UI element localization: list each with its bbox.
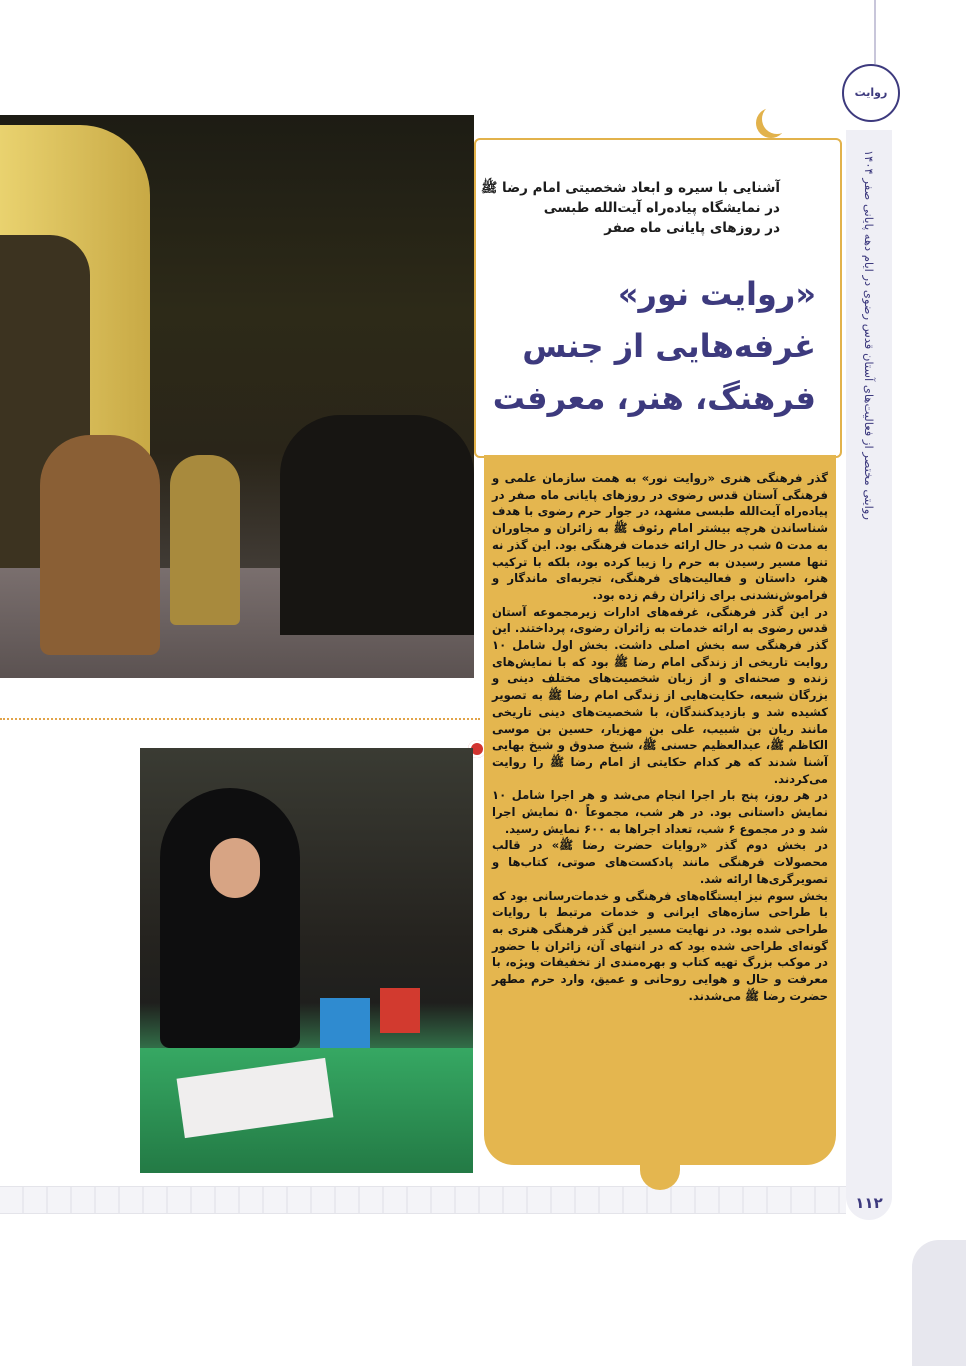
photo-pencil-cup-blue bbox=[320, 998, 370, 1048]
body-paragraph: در هر روز، پنج بار اجرا انجام می‌شد و هر اجرا شامل ۱۰ نمایش داستانی بود. در هر شب، مجموعاً ۵۰ نمایش اجرا شد و در مجموع ۶ شب، تعداد اجراها به ۶۰۰ نمایش رسید. bbox=[492, 788, 829, 836]
bottom-pattern-band bbox=[0, 1186, 846, 1214]
body-paragraph: در این گذر فرهنگی، غرفه‌های ادارات زیرمجموعه آستان قدس رضوی به ارائه خدمات به زائران رضوی، پرداختند. این گذر فرهنگی سه بخش اصلی داشت. بخش اول شامل ۱۰ روایت تاریخی از زندگی امام رضا ﷺ بود که با نمایش‌های زنده و صحنه‌ای و از زبان شخصیت‌های مختلف دینی و بزرگان شیعه، حکایت‌هایی از زندگی امام رضا ﷺ به تصویر کشیده شد و بازدیدکنندگان، با شخصیت‌های دینی تاریخی مانند ریان بن شبیب، علی بن مهزیار، حسین بن موسی الکاظم ﷺ، عبدالعظیم حسنی ﷺ، شیخ صدوق و شیخ بهایی آشنا شدند که هر کدام حکایتی از امام رضا ﷺ را روایت می‌کردند. bbox=[492, 604, 828, 786]
body-paragraph: بخش سوم نیز ایستگاه‌های فرهنگی و خدمات‌رسانی بود که با طراحی سازه‌های ایرانی و خدمات مرتبط با روایات طراحی شده بود. در نهایت مسیر این گذر فرهنگی هنری به گونه‌ای طراحی شده بود که در انتهای آن، زائران با حضور در موکب بزرگ تهیه کتاب و بهره‌مندی از تخفیفات ویژه، با معرفت و حال و هوایی روحانی و عمیق، وارد حرم مطهر حضرت رضا ﷺ می‌شدند. bbox=[492, 888, 828, 1003]
photo-performer-figure bbox=[40, 435, 160, 655]
page-number: ۱۱۲ bbox=[855, 1194, 883, 1212]
intro-lead bbox=[481, 178, 780, 238]
logo-hanger-line bbox=[866, 0, 876, 64]
headline-line: «روایت نور» bbox=[617, 275, 816, 313]
headline-line: غرفه‌هایی از جنس bbox=[522, 327, 816, 365]
photo-girl-figure bbox=[160, 788, 300, 1048]
photo-night-exhibition bbox=[0, 115, 474, 678]
photo-pencil-cup-red bbox=[380, 988, 420, 1033]
page-edge-strip bbox=[912, 1240, 966, 1366]
headline-line: فرهنگ، هنر، معرفت bbox=[492, 379, 816, 417]
photo-crowd bbox=[280, 415, 474, 635]
photo-children-drawing bbox=[140, 748, 473, 1173]
side-caption: روایتی مختصر از فعالیت‌های آستان قدس رضوی در ایام دهه پایانی صفر ۱۴۰۴ bbox=[862, 150, 876, 520]
body-paragraph: گذر فرهنگی هنری «روایت نور» به همت سازمان علمی و فرهنگی آستان قدس رضوی در روزهای پایانی ماه صفر در پیاده‌راه آیت‌الله طبسی مشهد، در جوار حرم رضوی با هدف شناساندن هرچه بیشتر امام رئوف ﷺ به زائران و مجاوران به مدت ۵ شب در حال ارائه خدمات فرهنگی بود. این گذر نه تنها مسیر رسیدن به حرم را زیبا کرده بود، بلکه با ترکیب هنر، داستان و فعالیت‌های فرهنگی، تجربه‌ای ماندگار و فراموش‌نشدنی برای زائران رقم زده بود. bbox=[492, 471, 829, 602]
intro-line: آشنایی با سیره و ابعاد شخصیتی امام رضا ﷺ bbox=[481, 180, 780, 196]
photo-spectator-figure bbox=[170, 455, 240, 625]
article-body bbox=[492, 470, 828, 1005]
decorative-dotted-line bbox=[0, 718, 480, 730]
body-paragraph: در بخش دوم گذر «روایات حضرت رضا ﷺ» در قالب محصولات فرهنگی مانند پادکست‌های صوتی، کتاب‌ها و تصویرگری‌ها ارائه شد. bbox=[492, 838, 828, 886]
intro-line: در روزهای پایانی ماه صفر bbox=[604, 220, 780, 236]
photo-girl-face bbox=[210, 838, 260, 898]
crescent-ornament bbox=[762, 104, 792, 134]
intro-line: در نمایشگاه پیاده‌راه آیت‌الله طبسی bbox=[543, 200, 780, 216]
headline bbox=[486, 268, 816, 424]
magazine-logo: روایت bbox=[842, 64, 900, 122]
